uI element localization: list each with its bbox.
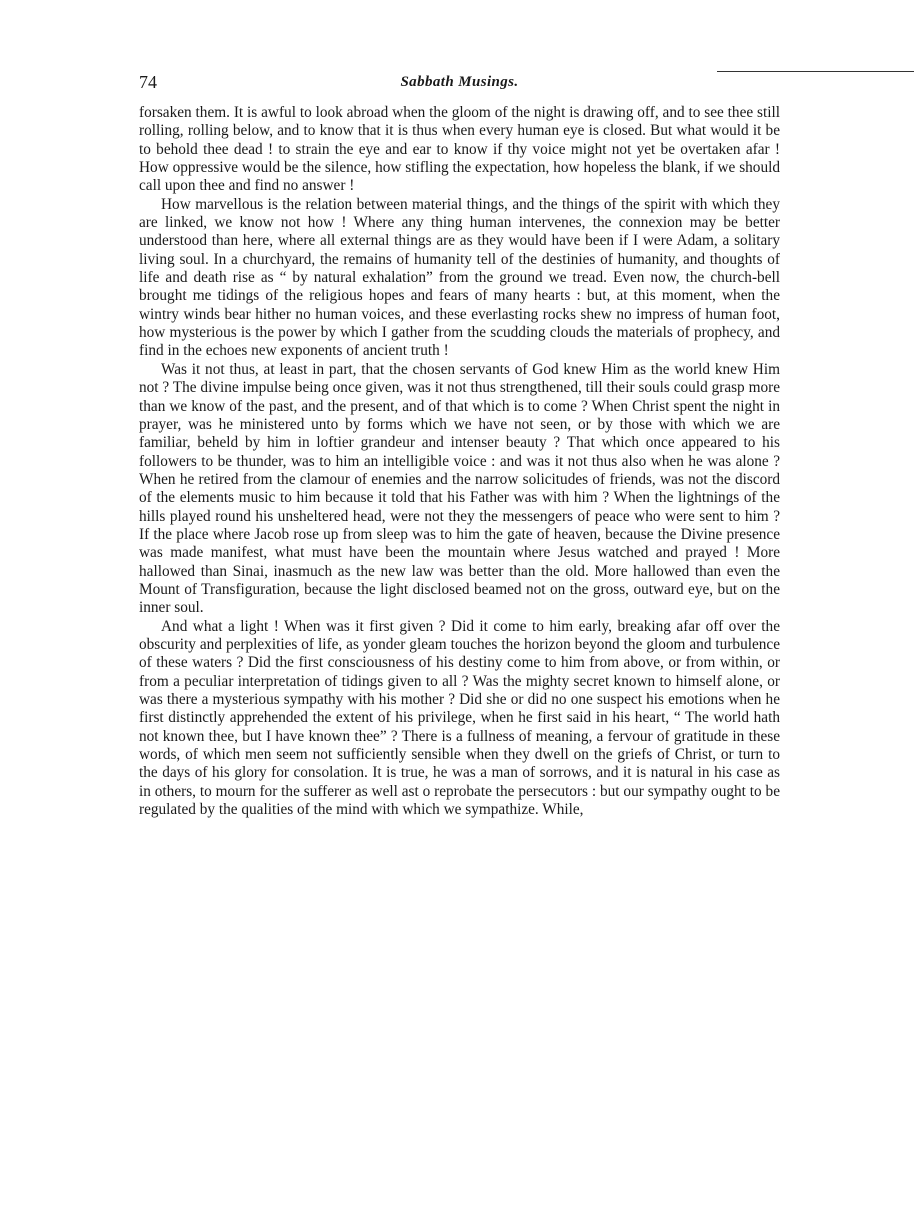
paragraph-2: How marvellous is the relation between material things, and the things of the spirit with which they are linked, we know not how ! Where any thing human intervenes, the connexion may be better understood than here, where all external things are as they would have been if I were Adam, a solitary living soul. In a churchyard, the remains of humanity tell of the destinies of humanity, and thoughts of life and death rise as “ by natural exhalation” from the ground we tread. Even now, the church-bell brought me tidings of the religious hopes and fears of many hearts : but, at this moment, when the wintry winds bear hither no human voices, and these everlasting rocks shew no impress of human foot, how mysterious is the power by which I gather from the scudding clouds the materials of prophecy, and find in the echoes new exponents of ancient truth !: [139, 195, 780, 360]
header-rule: [717, 71, 914, 72]
paragraph-4: And what a light ! When was it first given ? Did it come to him early, breaking afar off over the obscurity and perplexities of life, as yonder gleam touches the horizon beyond the gloom and turbulence of these waters ? Did the first consciousness of his destiny come to him from above, or from within, or from a peculiar interpretation of tidings given to all ? Was the mighty secret known to himself alone, or was there a mysterious sympathy with his mother ? Did she or did no one suspect his emotions when he first distinctly apprehended the extent of his privilege, when he first said in his heart, “ The world hath not known thee, but I have known thee” ? There is a fullness of meaning, a fervour of gratitude in these words, of which men seem not sufficiently sensible when they dwell on the griefs of Christ, or turn to the days of his glory for consolation. It is true, he was a man of sorrows, and it is natural in his case as in others, to mourn for the sufferer as well ast o reprobate the persecutors : but our sympathy ought to be regulated by the qualities of the mind with which we sympathize. While,: [139, 617, 780, 819]
page-number: 74: [139, 72, 157, 92]
page-header: [139, 70, 780, 104]
paragraph-3: Was it not thus, at least in part, that the chosen servants of God knew Him as the world knew Him not ? The divine impulse being once given, was it not thus strengthened, till their souls could grasp more than we know of the past, and the present, and of that which is to come ? When Christ spent the night in prayer, was he ministered unto by forms which we have not seen, or by those with which we are familiar, beheld by him in loftier grandeur and intenser beauty ? That which once appeared to his followers to be thunder, was to him an intelligible voice : and was it not thus also when he was alone ? When he retired from the clamour of enemies and the narrow solicitudes of friends, was not the discord of the elements music to him because it told that his Father was with him ? When the lightnings of the hills played round his unsheltered head, were not they the messengers of peace who were sent to him ? If the place where Jacob rose up from sleep was to him the gate of heaven, because the Divine presence was made manifest, what must have been the mountain where Jesus watched and prayed ! More hallowed than Sinai, inasmuch as the new law was better than the old. More hallowed than even the Mount of Transfiguration, because the light disclosed beamed not on the gross, outward eye, but on the inner soul.: [139, 360, 780, 617]
running-title: Sabbath Musings.: [400, 74, 519, 90]
book-page: [139, 70, 780, 819]
body-text: [139, 104, 780, 819]
paragraph-1: forsaken them. It is awful to look abroad when the gloom of the night is drawing off, and to see thee still rolling, rolling below, and to know that it is thus when every human eye is closed. But what would it be to behold thee dead ! to strain the eye and ear to know if thy voice might not yet be overtaken afar ! How oppressive would be the silence, how stifling the expectation, how hopeless the blank, if we should call upon thee and find no answer !: [139, 104, 780, 195]
